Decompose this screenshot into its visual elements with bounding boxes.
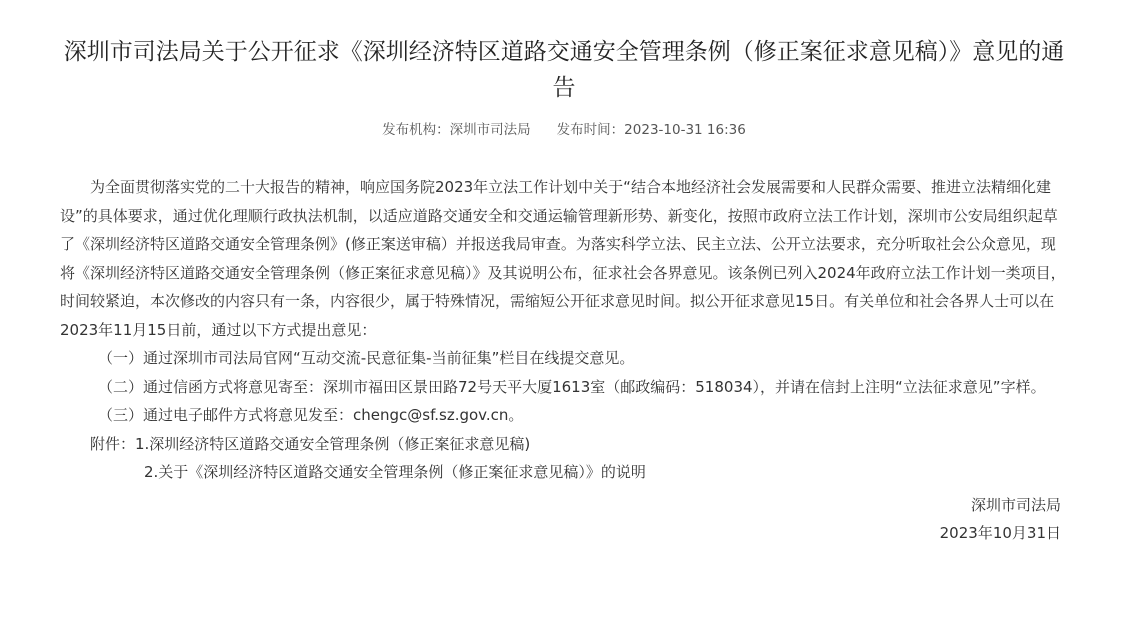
signature-org: 深圳市司法局 (970, 495, 1061, 514)
notice-body (60, 173, 1068, 548)
method-email: （三）通过电子邮件方式将意见发至：chengc@sf.sz.gov.cn。 (98, 406, 524, 424)
signature-date: 2023年10月31日 (939, 524, 1061, 542)
publisher-label: 发布机构：深圳市司法局 (382, 122, 531, 138)
attachment-1-link[interactable]: 附件：1.深圳经济特区道路交通安全管理条例（修正案征求意见稿) (90, 434, 531, 453)
publish-meta (0, 120, 1128, 140)
attachment-2-link[interactable]: 2.关于《深圳经济特区道路交通安全管理条例（修正案征求意见稿）》的说明 (144, 463, 646, 481)
method-online: （一）通过深圳市司法局官网“互动交流-民意征集-当前征集”栏目在线提交意见。 (98, 349, 635, 367)
publish-time: 发布时间：2023-10-31 16:36 (556, 122, 746, 138)
intro-paragraph: 为全面贯彻落实党的二十大报告的精神，响应国务院2023年立法工作计划中关于“结合本地经济社会发展需要和人民群众需要、推进立法精细化建设”的具体要求，通过优化理顺行政执法机制，以适应道路交通安全和交通运输管理新形势、新变化，按照市政府立法工作计划，深圳市公安局组织起草了《深圳经济特区道路交通安全管理条例》(修正案送审稿）并报送我局审查。为落实科学立法、民主立法、公开立法要求，充分听取社会公众意见，现将《深圳经济特区道路交通安全管理条例（修正案征求意见稿）》及其说明公布，征求社会各界意见。该条例已列入2024年政府立法工作计划一类项目，时间较紧迫，本次修改的内容只有一条，内容很少，属于特殊情况，需缩短公开征求意见时间。拟公开征求意见15日。有关单位和社会各界人士可以在2023年11月15日前，通过以下方式提出意见： (60, 178, 1066, 339)
method-letter: （二）通过信函方式将意见寄至：深圳市福田区景田路72号天平大厦1613室（邮政编码：518034），并请在信封上注明“立法征求意见”字样。 (98, 377, 1046, 396)
page-title: 深圳市司法局关于公开征求《深圳经济特区道路交通安全管理条例（修正案征求意见稿）》意见的通告 (63, 39, 1065, 101)
